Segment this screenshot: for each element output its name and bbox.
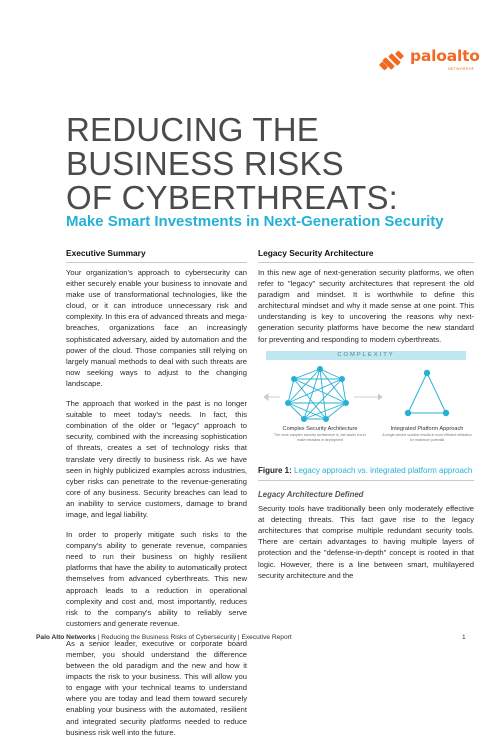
integrated-platform-diagram [405, 370, 449, 416]
title-line-2: BUSINESS RISKS [66, 145, 344, 182]
complexity-label: COMPLEXITY [337, 352, 395, 358]
complexity-bar [266, 351, 466, 360]
legacy-defined-paragraph: Security tools have traditionally been only moderately effective at detecting threats. This fact gave rise to the legacy architectures that comprise multiple redundant security tools. There are certain advantages to having multiple layers of protection and the "defense-in-depth" concept is rooted in that logic. However, there is a line between smart, multilayered security architecture and the [258, 504, 474, 580]
summary-paragraph-2: The approach that worked in the past is no longer suitable to meet today's needs. In fact, this combination of the older or "legacy" approach to security, combined with the increasing sophistication of threats, creates a set of technology risks that translate very directly to business risk. As we have seen in highly publicized examples across industries, cyber risks can penetrate to the revenue-generating core of any business. Security breaches can lead to an inability to service customers, damage to brand image, and legal liability. [66, 399, 247, 519]
legacy-defined-section [258, 489, 474, 590]
legacy-defined-heading: Legacy Architecture Defined [258, 490, 364, 499]
complex-architecture-diagram [288, 369, 346, 419]
integrated-note: A single-vendor solution results in more efficient utilization for maximum potential [382, 433, 472, 442]
brand-name: paloalto [410, 47, 480, 65]
summary-paragraph-4: As a senior leader, executive or corporate board member, you should understand the difference between the old paradigm and the new and how it impacts the risk to your business. This will allow you to engage with your technical teams to understand where you are today and lead them toward securely enabling your business with the automated, resilient and integrated security platforms needed to reduce business risk well into the future. [66, 638, 247, 737]
page-title [66, 113, 466, 215]
complex-caption: Complex Security Architecture [282, 426, 358, 432]
title-line-1: REDUCING THE [66, 111, 319, 148]
right-column [258, 248, 474, 354]
left-column [66, 248, 247, 747]
figure-caption [258, 466, 474, 475]
divider [258, 262, 474, 263]
executive-summary-heading: Executive Summary [66, 248, 146, 258]
divider [66, 262, 247, 263]
divider [258, 480, 474, 481]
complex-note: The more complex security architecture is, the easier it is to make mistakes in deployment [273, 433, 367, 442]
paloalto-logo-icon [380, 49, 406, 73]
summary-paragraph-3: In order to properly mitigate such risks to the company's ability to generate revenue, companies need to run their business on highly resilient platforms that have the ability to automatically protect themselves from advanced cyberthreats. This new approach leads to a reduction in operational complexity and cost and, most importantly, reduces risk to the company's ability to reliably serve customers and generate revenue. [66, 530, 247, 628]
brand-sub: NETWORKS® [448, 67, 475, 71]
legacy-paragraph: In this new age of next-generation security platforms, we often refer to "legacy" security architectures that represent the old paradigm and mindset. It is worthwhile to define this architectural mindset and why it made sense at one point. This understanding is key to uncovering the reasons why next-generation security platforms have become the new standard for preventing and responding to modern cyberthreats. [258, 268, 474, 344]
figure-caption-text: Legacy approach vs. integrated platform approach [294, 466, 473, 475]
page-footer [36, 634, 476, 641]
architecture-diagram [258, 363, 474, 458]
integrated-caption: Integrated Platform Approach [390, 426, 464, 432]
page-number: 1 [462, 634, 466, 641]
footer-brand: Palo Alto Networks [36, 634, 96, 641]
page-subtitle: Make Smart Investments in Next-Generation Security [66, 213, 444, 230]
brand-logo [380, 43, 480, 79]
footer-text: | Reducing the Business Risks of Cybersecurity | Executive Report [95, 634, 292, 641]
summary-paragraph-1: Your organization's approach to cybersecurity can either securely enable your business to innovate and make use of transformational technologies, like the cloud, or it can introduce unnecessary risk and complexity. In this era of advanced threats and mega-breaches, organizations face an increasingly sophisticated adversary, aided by automation and the power of the cloud. Those companies still relying on largely manual methods to deal with such threats are now seeking ways to adjust to the changing landscape. [66, 268, 247, 388]
figure-1 [258, 345, 474, 460]
title-line-3: OF CYBERTHREATS: [66, 179, 399, 216]
legacy-architecture-heading: Legacy Security Architecture [258, 248, 374, 258]
figure-label: Figure 1: [258, 466, 292, 475]
